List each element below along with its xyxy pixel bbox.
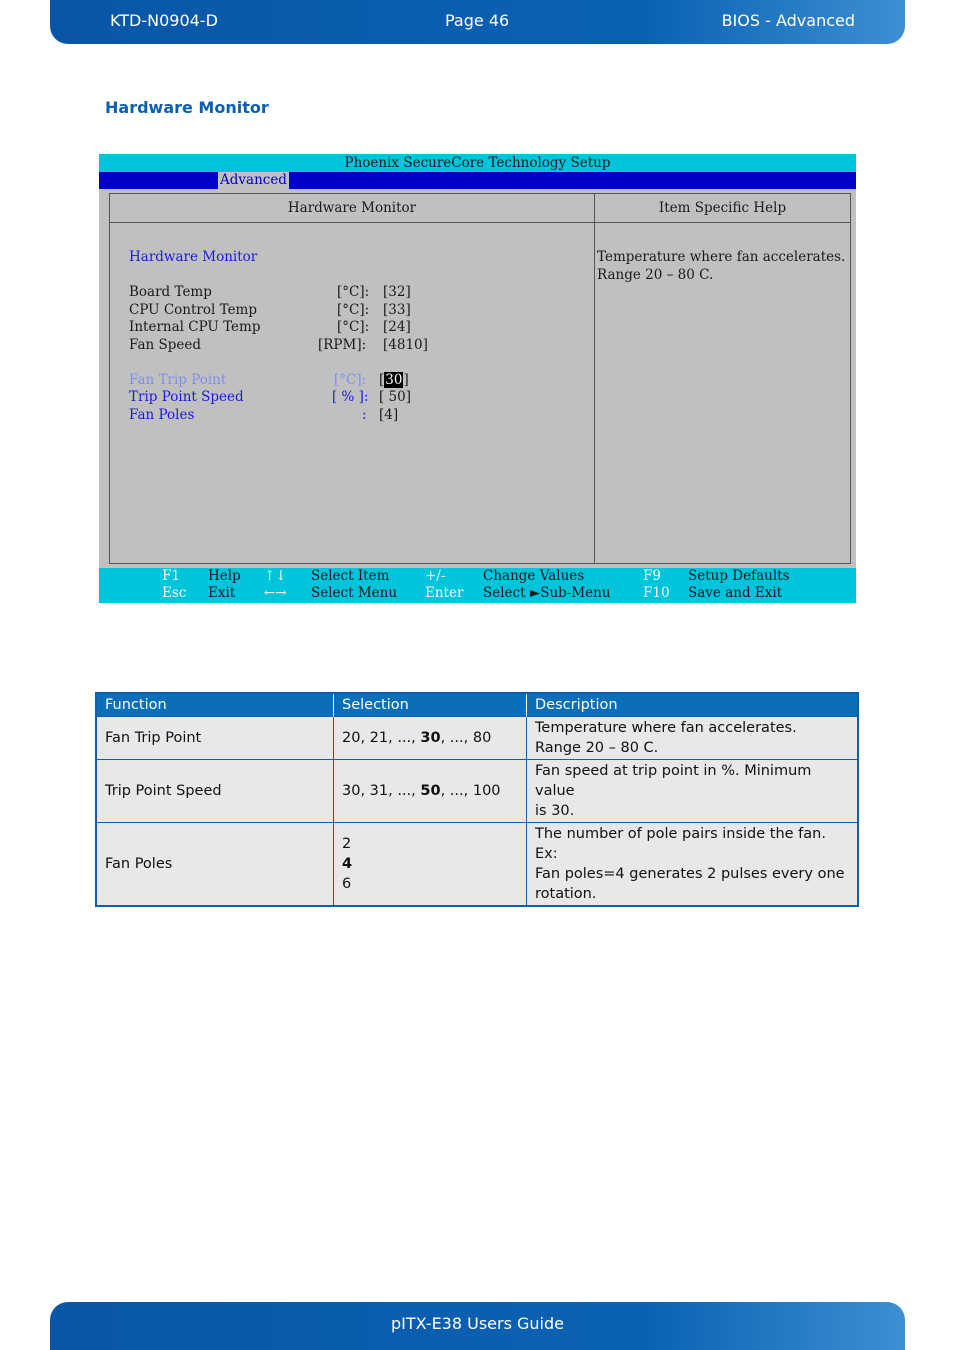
description-cell <box>527 717 859 760</box>
fan-poles-label[interactable]: Fan Poles <box>129 407 195 423</box>
fan-trip-point-label[interactable]: Fan Trip Point <box>129 372 227 388</box>
bracket-close: ] <box>403 372 409 388</box>
selection-option: 2 <box>342 836 352 852</box>
fan-poles-value[interactable]: [4] <box>379 407 399 423</box>
reading-unit: [°C]: <box>337 302 370 318</box>
reading-value: [33] <box>383 302 411 318</box>
key-save-exit-label: Save and Exit <box>688 585 783 601</box>
table-row <box>96 823 858 907</box>
column-header: Function <box>96 693 334 717</box>
key-setup-defaults-label: Setup Defaults <box>688 568 790 584</box>
reading-value: [4810] <box>383 337 428 353</box>
reading-unit: [°C]: <box>337 319 370 335</box>
reading-value: [32] <box>383 284 411 300</box>
header-section: BIOS - Advanced <box>721 11 855 30</box>
key-enter: Enter <box>425 585 464 601</box>
description-line: Fan speed at trip point in %. Minimum value <box>535 763 812 799</box>
function-cell: Trip Point Speed <box>96 760 334 823</box>
key-change-values-label: Change Values <box>483 568 585 584</box>
fan-trip-point-unit: [°C]: <box>334 372 367 388</box>
description-cell <box>527 823 859 907</box>
selection-text: , ..., 80 <box>440 730 492 746</box>
fan-poles-unit: : <box>362 407 367 423</box>
key-select-item-label: Select Item <box>311 568 390 584</box>
doc-id: KTD-N0904-D <box>110 11 218 30</box>
bios-title-bar: Phoenix SecureCore Technology Setup <box>99 154 856 172</box>
page-header <box>50 0 905 44</box>
column-header: Description <box>527 693 859 717</box>
description-line: rotation. <box>535 886 597 902</box>
help-text-line: Temperature where fan accelerates. <box>597 249 846 265</box>
default-value: 50 <box>420 783 441 799</box>
selection-text: , ..., 100 <box>440 783 501 799</box>
tab-advanced[interactable]: Advanced <box>220 172 287 188</box>
description-line: Range 20 – 80 C. <box>535 740 659 756</box>
reading-label: CPU Control Temp <box>129 302 257 318</box>
selection-cell <box>334 760 527 823</box>
trip-point-speed-value[interactable]: [ 50] <box>379 389 412 405</box>
table-row <box>96 717 858 760</box>
main-panel-title: Hardware Monitor <box>110 194 594 223</box>
help-panel-title: Item Specific Help <box>595 194 850 223</box>
trip-point-speed-label[interactable]: Trip Point Speed <box>129 389 244 405</box>
table-row <box>96 760 858 823</box>
description-line: is 30. <box>535 803 575 819</box>
reading-label: Internal CPU Temp <box>129 319 261 335</box>
reading-label: Fan Speed <box>129 337 201 353</box>
column-header: Selection <box>334 693 527 717</box>
page-footer <box>50 1302 905 1350</box>
bios-screenshot <box>99 154 856 603</box>
default-value: 30 <box>420 730 441 746</box>
bracket-open: [ <box>379 372 385 388</box>
description-line: Fan poles=4 generates 2 pulses every one <box>535 866 845 882</box>
key-select-menu-label: Select Menu <box>311 585 398 601</box>
trip-point-speed-unit: [ % ]: <box>332 389 369 405</box>
arrow-up-down-icon: ↑↓ <box>264 568 287 584</box>
reading-label: Board Temp <box>129 284 212 300</box>
key-f9: F9 <box>643 568 661 584</box>
key-esc: Esc <box>162 585 187 601</box>
page-number: Page 46 <box>445 11 510 30</box>
default-value: 4 <box>342 856 353 872</box>
selection-text: 30, 31, ..., <box>342 783 421 799</box>
key-exit-label: Exit <box>208 585 236 601</box>
bios-status-bar <box>99 568 856 603</box>
description-cell <box>527 760 859 823</box>
function-cell: Fan Trip Point <box>96 717 334 760</box>
reading-value: [24] <box>383 319 411 335</box>
group-heading: Hardware Monitor <box>129 249 258 265</box>
key-select-submenu-label: Select ►Sub-Menu <box>483 585 611 601</box>
selection-cell <box>334 823 527 907</box>
bios-menu-bar <box>99 172 856 189</box>
arrow-left-right-icon: ←→ <box>264 585 287 601</box>
key-f10: F10 <box>643 585 670 601</box>
description-line: Temperature where fan accelerates. <box>535 720 797 736</box>
function-cell: Fan Poles <box>96 823 334 907</box>
key-plus-minus: +/- <box>425 568 446 584</box>
reading-unit: [RPM]: <box>318 337 367 353</box>
help-text-line: Range 20 – 80 C. <box>597 267 714 283</box>
reading-unit: [°C]: <box>337 284 370 300</box>
key-help-label: Help <box>208 568 241 584</box>
selection-cell <box>334 717 527 760</box>
fan-trip-point-field[interactable] <box>379 372 409 389</box>
options-table <box>95 692 859 907</box>
key-f1: F1 <box>162 568 180 584</box>
selection-option: 6 <box>342 876 352 892</box>
fan-trip-point-value[interactable]: 30 <box>385 372 403 388</box>
table-header-row <box>96 693 858 717</box>
selection-text: 20, 21, ..., <box>342 730 421 746</box>
footer-title: pITX-E38 Users Guide <box>390 1314 564 1333</box>
description-line: The number of pole pairs inside the fan. Ex: <box>535 826 826 862</box>
section-title: Hardware Monitor <box>105 98 269 117</box>
